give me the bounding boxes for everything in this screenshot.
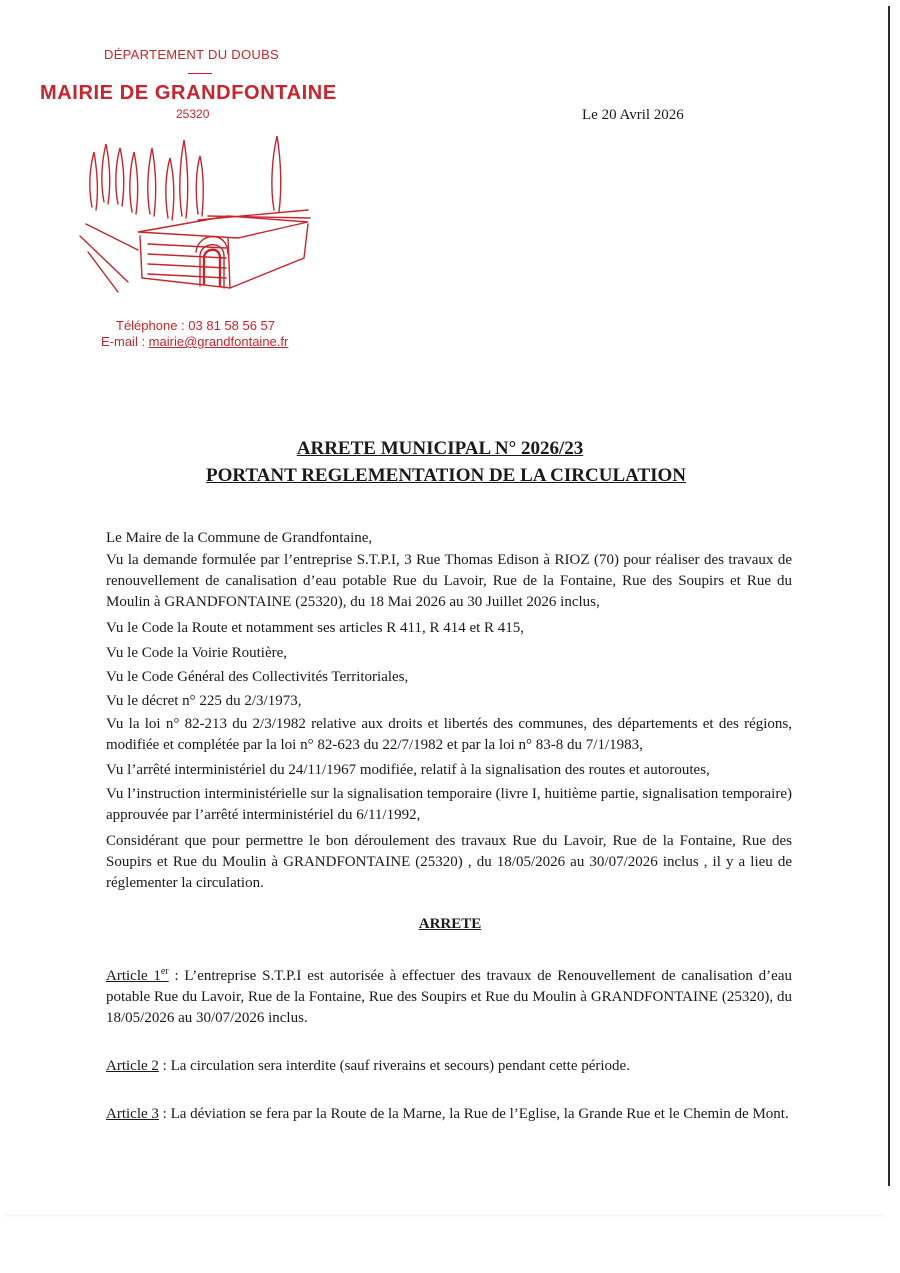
arrete-subtitle: PORTANT REGLEMENTATION DE LA CIRCULATION xyxy=(205,465,687,486)
preamble-cgct: Vu le Code Général des Collectivités Territoriales, xyxy=(106,669,409,685)
email-label: E-mail : xyxy=(101,334,149,349)
preamble-loi: Vu la loi n° 82-213 du 2/3/1982 relative aux droits et libertés des communes, des départements et des régions, modifiée et complétée par la loi n° 82-623 du 22/7/1982 et par la loi n° 83-8 du 7/1/1983, xyxy=(106,716,792,753)
article-2-label: Article 2 xyxy=(106,1058,159,1074)
mairie-name: MAIRIE DE GRANDFONTAINE xyxy=(40,82,337,104)
department-label: DÉPARTEMENT DU DOUBS xyxy=(104,47,280,62)
preamble-instruction: Vu l’instruction interministérielle sur la signalisation temporaire (livre I, huitième partie, signalisation temporaire) approuvée par l’arrêté interministériel du 6/11/1992, xyxy=(106,786,792,823)
preamble-considerant: Considérant que pour permettre le bon déroulement des travaux Rue du Lavoir, Rue de la Fontaine, Rue des Soupirs et Rue du Moulin à GRANDFONTAINE (25320) , du 18/05/2026 au 30/07/2026 inclus , il y a lieu de réglementer la circulation. xyxy=(106,833,792,891)
email-line xyxy=(101,334,288,349)
article-3-label: Article 3 xyxy=(106,1106,159,1122)
email-link[interactable]: mairie@grandfontaine.fr xyxy=(148,334,289,349)
article-1-text: : L’entreprise S.T.P.I est autorisée à effectuer des travaux de Renouvellement de canalisation d’eau potable Rue du Lavoir, Rue de la Fontaine, Rue des Soupirs et Rue du Moulin à GRANDFONTAINE (25320), du 18/05/2026 au 30/07/2026 inclus. xyxy=(106,968,792,1026)
preamble-decret: Vu le décret n° 225 du 2/3/1973, xyxy=(106,693,302,709)
letterhead-divider xyxy=(188,73,212,74)
article-2 xyxy=(106,1056,792,1077)
preamble-code-voirie: Vu le Code la Voirie Routière, xyxy=(106,645,288,661)
postcode: 25320 xyxy=(176,107,210,121)
preamble-request: Vu la demande formulée par l’entreprise S.T.P.I, 3 Rue Thomas Edison à RIOZ (70) pour réaliser des travaux de renouvellement de canalisation d’eau potable Rue du Lavoir, Rue de la Fontaine, Rue des Soupirs et Rue du Moulin à GRANDFONTAINE (25320), du 18 Mai 2026 au 30 Juillet 2026 inclus, xyxy=(106,552,792,610)
preamble-arrete-signalisation: Vu l’arrêté interministériel du 24/11/1967 modifiée, relatif à la signalisation des routes et autoroutes, xyxy=(106,762,710,778)
arrete-title: ARRETE MUNICIPAL N° 2026/23 xyxy=(296,438,584,459)
article-1-label-sup: er xyxy=(160,966,169,977)
lavoir-logo-illustration xyxy=(78,132,312,302)
article-2-text: : La circulation sera interdite (sauf riverains et secours) pendant cette période. xyxy=(158,1058,630,1074)
article-1-label xyxy=(106,968,169,984)
article-3 xyxy=(106,1104,792,1125)
preamble-mayor: Le Maire de la Commune de Grandfontaine, xyxy=(106,530,373,546)
arrete-heading: ARRETE xyxy=(418,916,482,932)
article-1-label-text: Article 1 xyxy=(106,968,161,984)
article-1 xyxy=(106,966,792,1029)
scan-shadow xyxy=(6,1214,886,1220)
preamble-code-route: Vu le Code la Route et notamment ses articles R 411, R 414 et R 415, xyxy=(106,620,525,636)
article-3-text: : La déviation se fera par la Route de la Marne, la Rue de l’Eglise, la Grande Rue et le Chemin de Mont. xyxy=(158,1106,789,1122)
page-edge-rule xyxy=(888,6,890,1186)
phone-line: Téléphone : 03 81 58 56 57 xyxy=(116,318,276,333)
document-date: Le 20 Avril 2026 xyxy=(582,107,684,123)
